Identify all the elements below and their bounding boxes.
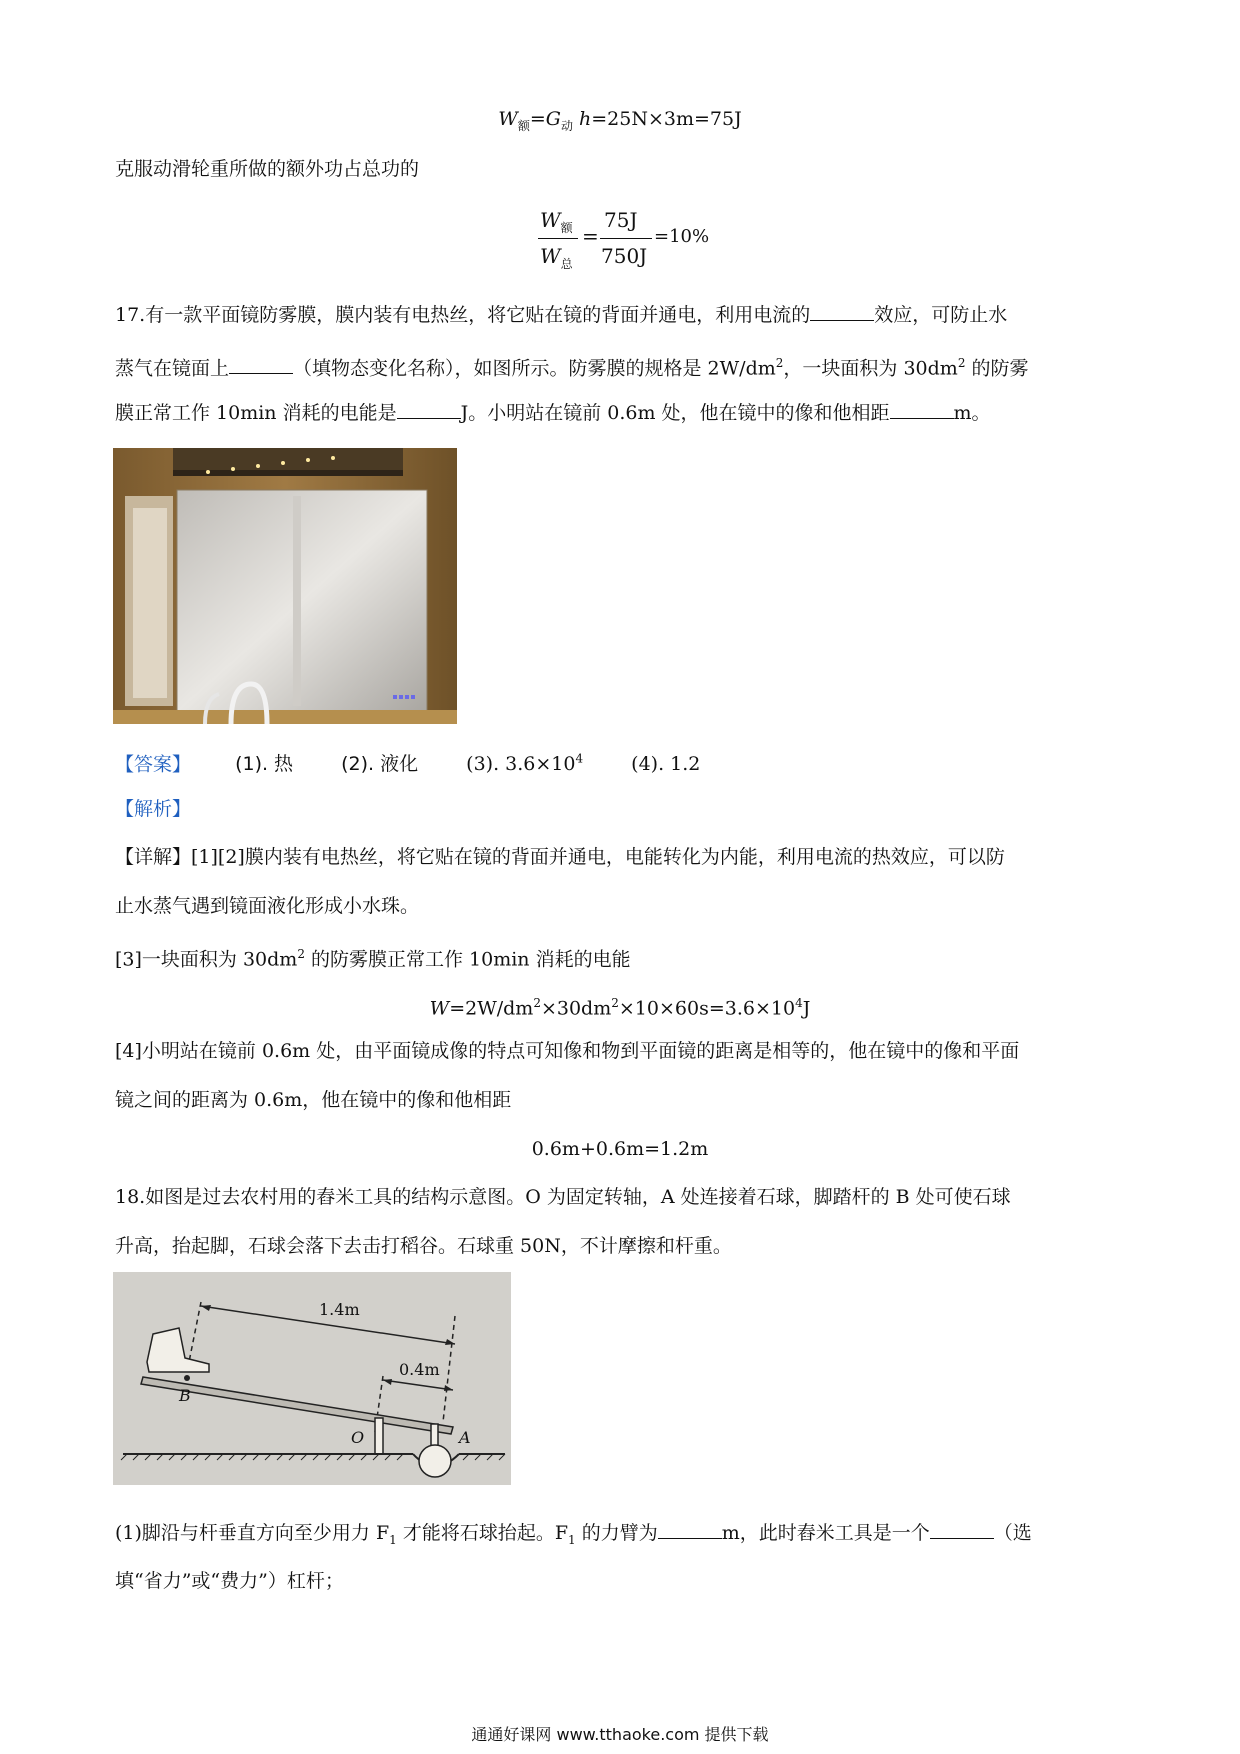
fig-label-o: O	[351, 1428, 365, 1447]
formula-energy: $W=2W/dm^2\times 30dm^2\times 10\times 60s=3.6\times 10^4J$	[429, 996, 811, 1020]
q18-line2: 升高，抬起脚，石球会落下去击打稻谷。石球重 50N，不计摩擦和杆重。	[115, 1235, 732, 1257]
answer-blank	[810, 302, 874, 321]
q17-line3: 膜正常工作 10min 消耗的电能是 J。小明站在镜前 0.6m 处，他在镜中的像和他相距 m。	[115, 402, 991, 424]
detail-line2: 止水蒸气遇到镜面液化形成小水珠。	[115, 895, 420, 917]
answer-blank	[890, 400, 954, 419]
answer-blank	[229, 355, 293, 374]
mirror-photo	[113, 448, 457, 724]
fig-label-0-4m: 0.4m	[399, 1360, 440, 1379]
detail-line1: 【详解】[1][2]膜内装有电热丝，将它贴在镜的背面并通电，电能转化为内能，利用电流的热效应，可以防	[115, 846, 1005, 868]
detail-line4: [4]小明站在镜前 0.6m 处，由平面镜成像的特点可知像和物到平面镜的距离是相等的，他在镜中的像和平面	[115, 1040, 1020, 1062]
formula-extra-work: $W_额=G_动$ h=25N×3m=75J	[498, 108, 742, 133]
q17-line2: 蒸气在镜面上 （填物态变化名称），如图所示。防雾膜的规格是 $2W/dm^2$，一块面积为 $30dm^2$ 的防雾	[115, 356, 1029, 380]
formula-distance: 0.6m+0.6m=1.2m	[531, 1138, 709, 1160]
paragraph-extra-work: 克服动滑轮重所做的额外功占总功的	[115, 158, 420, 180]
answer-tag: 【答案】	[115, 753, 192, 776]
answer-blank	[658, 1520, 722, 1539]
q17-line1: 17.有一款平面镜防雾膜，膜内装有电热丝，将它贴在镜的背面并通电，利用电流的 效应，可防止水	[115, 304, 1008, 326]
page-footer: 通通好课网 www.tthaoke.com 提供下载	[471, 1725, 769, 1744]
q18-sub1-line1: (1)脚沿与杆垂直方向至少用力 $F_1$ 才能将石球抬起。$F_1$ 的力臂为 m，此时舂米工具是一个 （选	[115, 1522, 1032, 1547]
lever-figure	[113, 1272, 511, 1485]
fig-label-1-4m: 1.4m	[319, 1300, 360, 1319]
answer-blank	[397, 400, 461, 419]
q18-line1: 18.如图是过去农村用的舂米工具的结构示意图。O 为固定转轴，A 处连接着石球，脚踏杆的 B 处可使石球	[115, 1186, 1011, 1208]
fig-label-b: B	[179, 1386, 191, 1405]
detail-line5: 镜之间的距离为 0.6m，他在镜中的像和他相距	[115, 1089, 512, 1111]
analysis-tag: 【解析】	[115, 798, 192, 820]
answer-17: 【答案】 (1). 热 (2). 液化 (3). $3.6\times 10^4$ (4). 1.2	[115, 752, 701, 776]
q18-sub1-line2: 填“省力”或“费力”）杠杆；	[115, 1570, 344, 1592]
answer-blank	[930, 1520, 994, 1539]
detail-line3: [3]一块面积为 $30dm^2$ 的防雾膜正常工作 10min 消耗的电能	[115, 947, 631, 971]
fig-label-a: A	[459, 1428, 471, 1447]
